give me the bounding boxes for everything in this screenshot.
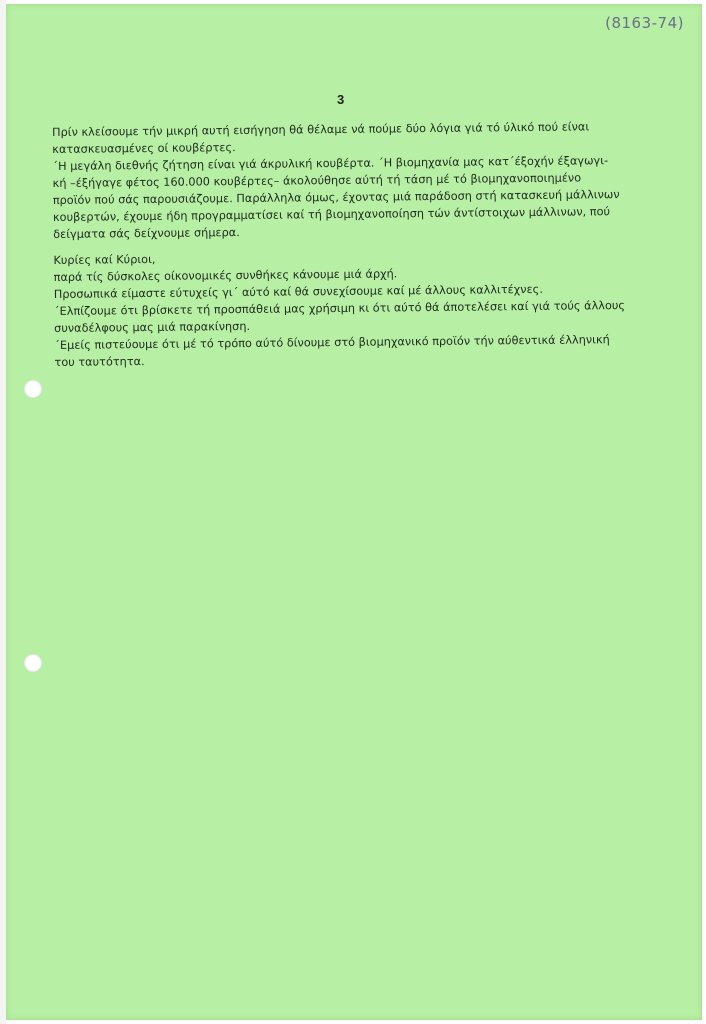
text-line: κή –έξήγαγε φέτος 160.000 κουβέρτες– άκολούθησε αύτή τή τάση μέ τό βιομηχανοποιημένο [52,171,582,190]
punch-hole-bottom [24,654,42,672]
paragraph-demand [52,152,673,243]
text-line: Πρίν κλείσουμε τήν μικρή αυτή εισήγηση θά θέλαμε νά πούμε δύο λόγια γιά τό ύλικό πού είναι [52,120,590,139]
text-line: προϊόν πού σάς παρουσιάζουμε. Παράλληλα όμως, έχοντας μιά παράδοση στή κατασκευή μάλλινων [52,188,620,207]
handwritten-reference-number: (8163-74) [605,14,684,32]
page-number: 3 [337,92,345,107]
text-line: συναδέλφους μας μιά παρακίνηση. [54,319,251,335]
text-line: κατασκευασμένες οί κουβέρτες. [52,141,236,156]
letter-body [52,118,675,371]
text-line: κουβερτών, έχουμε ήδη προγραμματίσει καί τή βιομηχανοποίηση τών άντίστοιχων μάλλινων, πού [52,205,611,224]
paragraph-closing [53,246,674,371]
punch-hole-top [24,380,42,398]
text-line: Προσωπικά είμαστε εύτυχείς γι΄ αύτό καί θά συνεχίσουμε καί μέ άλλους καλλιτέχνες. [53,282,543,301]
salutation: Κυρίες καί Κύριοι, [53,252,156,267]
text-line: ΄Εμείς πιστεύουμε ότι μέ τό τρόπο αύτό δίνουμε στό βιομηχανικό προϊόν τήν αύθεντικά έλληνική [54,333,610,352]
text-line: ΄Η μεγάλη διεθνής ζήτηση είναι γιά άκρυλική κουβέρτα. ΄Η βιομηχανία μας κατ΄έξοχήν έξαγωγι- [52,154,609,173]
text-line: δείγματα σάς δείχνουμε σήμερα. [53,226,240,241]
text-line: του ταυτότητα. [54,355,145,369]
text-line: ΄Ελπίζουμε ότι βρίσκετε τή προσπάθειά μας χρήσιμη κι ότι αύτό θά άποτελέσει καί γιά τούς άλλους [53,299,626,318]
text-line: παρά τίς δύσκολες οίκονομικές συνθήκες κάνουμε μιά άρχή. [53,267,398,284]
document-page [6,4,702,1020]
